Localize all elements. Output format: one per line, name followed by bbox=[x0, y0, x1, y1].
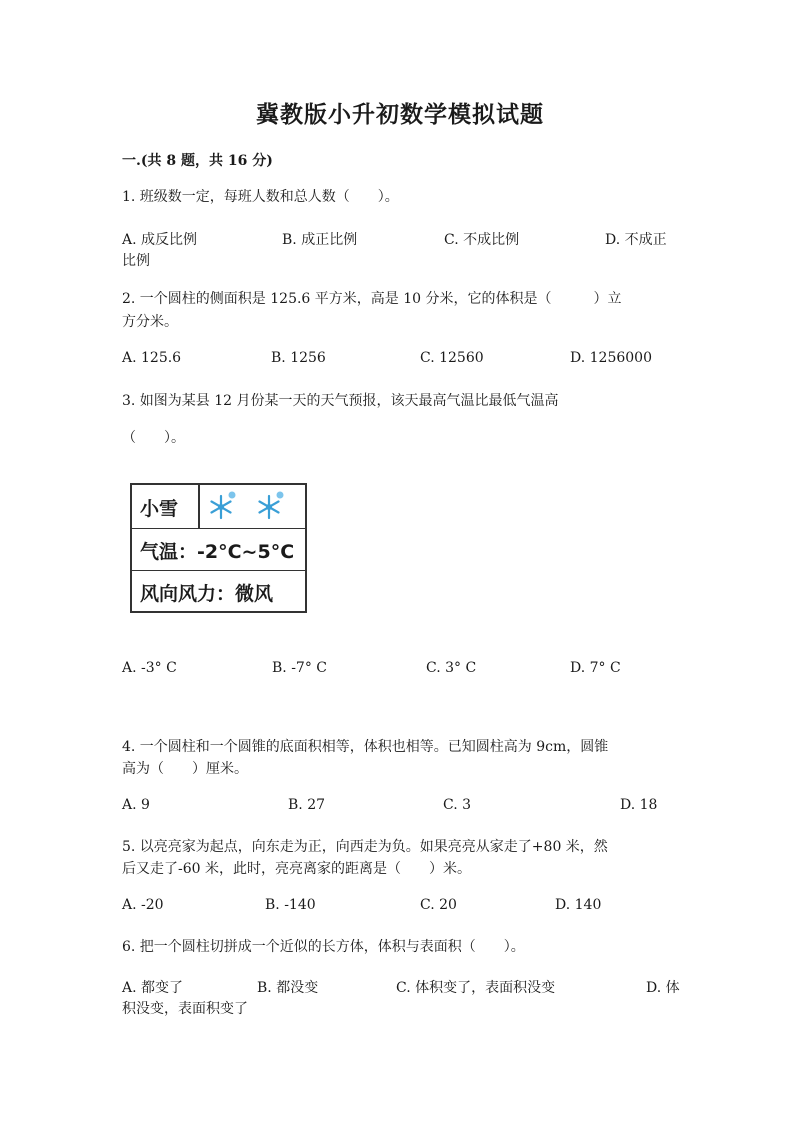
question-5-option-d[interactable]: D. 140 bbox=[555, 897, 602, 913]
weather-temperature-row bbox=[132, 529, 305, 571]
question-5-stem-line2: 后又走了-60 米，此时，亮亮离家的距离是（ ）米。 bbox=[122, 861, 471, 877]
question-4-option-b[interactable]: B. 27 bbox=[288, 797, 326, 813]
question-2-option-a[interactable]: A. 125.6 bbox=[122, 350, 182, 366]
question-1-stem: 1. 班级数一定，每班人数和总人数（ ）。 bbox=[122, 189, 399, 205]
question-2-option-b[interactable]: B. 1256 bbox=[271, 350, 326, 366]
question-6-option-a[interactable]: A. 都变了 bbox=[122, 980, 184, 996]
weather-temperature: 气温：-2°C~5°C bbox=[140, 541, 295, 563]
question-5-option-c[interactable]: C. 20 bbox=[420, 897, 457, 913]
question-4-stem-line1: 4. 一个圆柱和一个圆锥的底面积相等，体积也相等。已知圆柱高为 9cm，圆锥 bbox=[122, 739, 609, 755]
question-6-option-d[interactable]: D. 体 bbox=[646, 980, 680, 996]
question-1-option-d[interactable]: D. 不成正 bbox=[605, 232, 667, 248]
question-3-option-b[interactable]: B. -7° C bbox=[272, 660, 327, 676]
weather-divider bbox=[198, 485, 200, 529]
question-3-option-a[interactable]: A. -3° C bbox=[122, 660, 177, 676]
question-6-option-d-wrap: 积没变，表面积变了 bbox=[122, 1001, 248, 1017]
question-6-stem: 6. 把一个圆柱切拼成一个近似的长方体，体积与表面积（ ）。 bbox=[122, 939, 525, 955]
weather-condition-row bbox=[132, 485, 305, 529]
question-1-option-a[interactable]: A. 成反比例 bbox=[122, 232, 198, 248]
weather-forecast-figure bbox=[130, 483, 307, 613]
question-3-option-d[interactable]: D. 7° C bbox=[570, 660, 621, 676]
question-3-stem-line1: 3. 如图为某县 12 月份某一天的天气预报，该天最高气温比最低气温高 bbox=[122, 393, 559, 409]
snowflake-icon bbox=[252, 489, 286, 523]
question-3-option-c[interactable]: C. 3° C bbox=[426, 660, 477, 676]
weather-wind-row bbox=[132, 571, 305, 611]
snowflake-icon bbox=[204, 489, 238, 523]
question-2-stem-line2: 方分米。 bbox=[122, 314, 178, 330]
question-5-option-a[interactable]: A. -20 bbox=[122, 897, 164, 913]
question-2-stem-line1: 2. 一个圆柱的侧面积是 125.6 平方米，高是 10 分米，它的体积是（ ）立 bbox=[122, 291, 622, 307]
question-4-option-c[interactable]: C. 3 bbox=[443, 797, 472, 813]
question-1-option-d-wrap: 比例 bbox=[122, 253, 150, 269]
page-title: 冀教版小升初数学模拟试题 bbox=[256, 101, 544, 128]
question-4-option-a[interactable]: A. 9 bbox=[122, 797, 150, 813]
question-4-stem-line2: 高为（ ）厘米。 bbox=[122, 761, 248, 777]
weather-condition-label: 小雪 bbox=[140, 498, 179, 520]
question-1-option-b[interactable]: B. 成正比例 bbox=[282, 232, 358, 248]
weather-wind: 风向风力：微风 bbox=[140, 583, 274, 605]
question-5-stem-line1: 5. 以亮亮家为起点，向东走为正，向西走为负。如果亮亮从家走了+80 米，然 bbox=[122, 839, 608, 855]
question-1-option-c[interactable]: C. 不成比例 bbox=[444, 232, 520, 248]
question-5-option-b[interactable]: B. -140 bbox=[265, 897, 316, 913]
question-6-option-b[interactable]: B. 都没变 bbox=[257, 980, 319, 996]
question-4-option-d[interactable]: D. 18 bbox=[620, 797, 658, 813]
question-2-option-d[interactable]: D. 1256000 bbox=[570, 350, 652, 366]
section-heading: 一.(共 8 题，共 16 分) bbox=[122, 153, 273, 169]
question-3-stem-line2: （ ）。 bbox=[122, 430, 185, 446]
question-6-option-c[interactable]: C. 体积变了，表面积没变 bbox=[396, 980, 556, 996]
question-2-option-c[interactable]: C. 12560 bbox=[420, 350, 484, 366]
